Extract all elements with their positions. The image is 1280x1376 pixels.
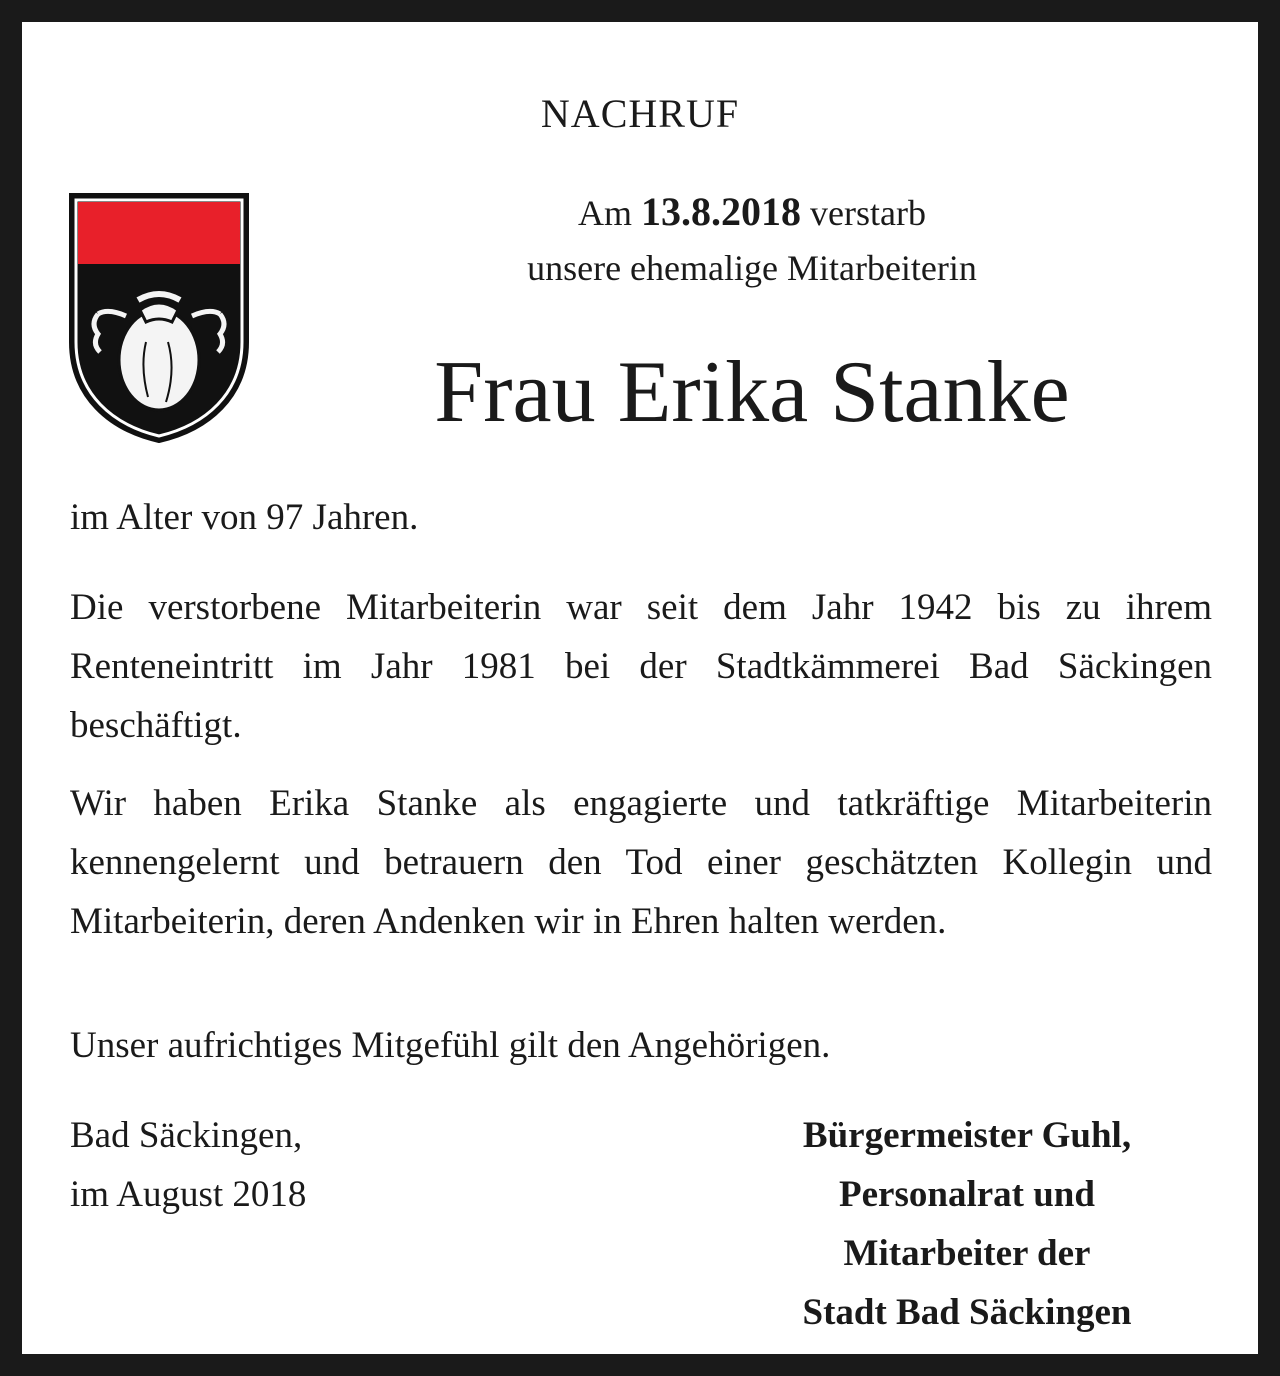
signature-line: Mitarbeiter der — [843, 1233, 1091, 1274]
intro-block — [282, 184, 1222, 296]
place-and-date — [70, 1106, 590, 1224]
date-line: im August 2018 — [70, 1174, 307, 1215]
intro-suffix: verstarb — [810, 193, 926, 233]
condolence-paragraph: Unser aufrichtiges Mitgefühl gilt den Angehörigen. — [70, 1025, 831, 1066]
signature-block — [722, 1106, 1212, 1342]
intro-line-2: unsere ehemalige Mitarbeiterin — [527, 248, 977, 288]
tribute-paragraph: Wir haben Erika Stanke als engagierte und tatkräftige Mitarbeiterin kennengelernt und betrauern den Tod einer geschätzten Kollegin und Mitarbeiterin, deren Andenken wir in Ehren halten werden. — [70, 783, 1212, 942]
intro-prefix: Am — [578, 193, 633, 233]
obituary-notice — [22, 22, 1258, 1354]
deceased-name: Frau Erika Stanke — [434, 344, 1070, 441]
signature-line: Stadt Bad Säckingen — [802, 1292, 1132, 1333]
intro-line-1 — [282, 184, 1222, 241]
signature-line: Personalrat und — [839, 1174, 1095, 1215]
notice-heading: NACHRUF — [540, 91, 740, 136]
age-paragraph: im Alter von 97 Jahren. — [70, 497, 419, 538]
place-line: Bad Säckingen, — [70, 1115, 303, 1156]
signature-line: Bürgermeister Guhl, — [802, 1115, 1132, 1156]
coat-of-arms-icon — [68, 192, 250, 444]
employment-paragraph: Die verstorbene Mitarbeiterin war seit dem Jahr 1942 bis zu ihrem Renteneintritt im Jahr 1981 bei der Stadtkämmerei Bad Säckingen beschäftigt. — [70, 587, 1212, 746]
date-of-death: 13.8.2018 — [641, 189, 802, 234]
